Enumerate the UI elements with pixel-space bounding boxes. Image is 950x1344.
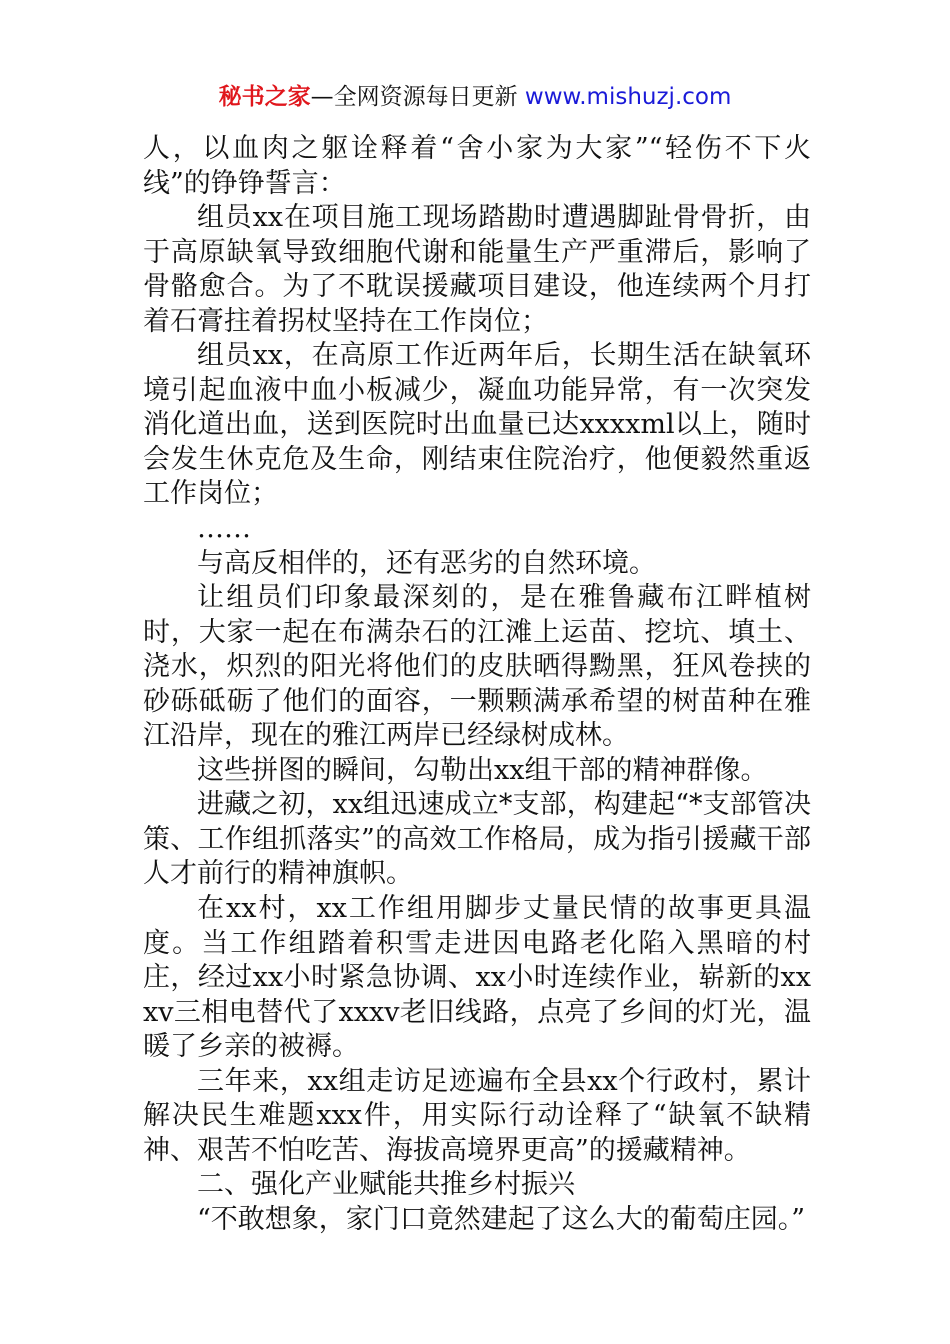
site-url-link[interactable]: www.mishuzj.com <box>524 84 732 110</box>
paragraph: 三年来，xx组走访足迹遍布全县xx个行政村，累计解决民生难题xxx件，用实际行动诠释了“缺氧不缺精神、艰苦不怕吃苦、海拔高境界更高”的援藏精神。 <box>143 1065 811 1166</box>
brand-name: 秘书之家 <box>218 84 311 110</box>
page-header <box>0 82 950 112</box>
paragraph: “不敢想象，家门口竟然建起了这么大的葡萄庄园。” <box>197 1203 806 1235</box>
paragraph: 在xx村，xx工作组用脚步丈量民情的故事更具温度。当工作组踏着积雪走进因电路老化陷入黑暗的村庄，经过xx小时紧急协调、xx小时连续作业，崭新的xxxv三相电替代了xxxv老旧线路，点亮了乡间的灯光，温暖了乡亲的被褥。 <box>143 893 811 1063</box>
section-heading: 二、强化产业赋能共推乡村振兴 <box>197 1169 575 1201</box>
paragraph: 进藏之初，xx组迅速成立*支部，构建起“*支部管决策、工作组抓落实”的高效工作格局，成为指引援藏干部人才前行的精神旗帜。 <box>143 789 811 890</box>
paragraph: 让组员们印象最深刻的，是在雅鲁藏布江畔植树时，大家一起在布满杂石的江滩上运苗、挖坑、填土、浇水，炽烈的阳光将他们的皮肤晒得黝黑，狂风卷挟的砂砾砥砺了他们的面容，一颗颗满承希望的树苗种在雅江沿岸，现在的雅江两岸已经绿树成林。 <box>143 582 811 752</box>
paragraph: 与高反相伴的，还有恶劣的自然环境。 <box>197 547 656 579</box>
paragraph: 组员xx，在高原工作近两年后，长期生活在缺氧环境引起血液中血小板减少，凝血功能异常，有一次突发消化道出血，送到医院时出血量已达xxxxml以上，随时会发生休克危及生命，刚结束住院治疗，他便毅然重返工作岗位； <box>143 340 811 510</box>
paragraph-continuation: 人，以血肉之躯诠释着“舍小家为大家”“轻伤不下火线”的铮铮誓言： <box>143 133 811 199</box>
document-body <box>143 132 811 1238</box>
ellipsis-paragraph: …… <box>197 513 251 545</box>
header-tagline: —全网资源每日更新 <box>310 84 525 110</box>
paragraph: 组员xx在项目施工现场踏勘时遭遇脚趾骨骨折，由于高原缺氧导致细胞代谢和能量生产严重滞后，影响了骨骼愈合。为了不耽误援藏项目建设，他连续两个月打着石膏拄着拐杖坚持在工作岗位； <box>143 202 811 337</box>
paragraph: 这些拼图的瞬间，勾勒出xx组干部的精神群像。 <box>197 754 768 786</box>
